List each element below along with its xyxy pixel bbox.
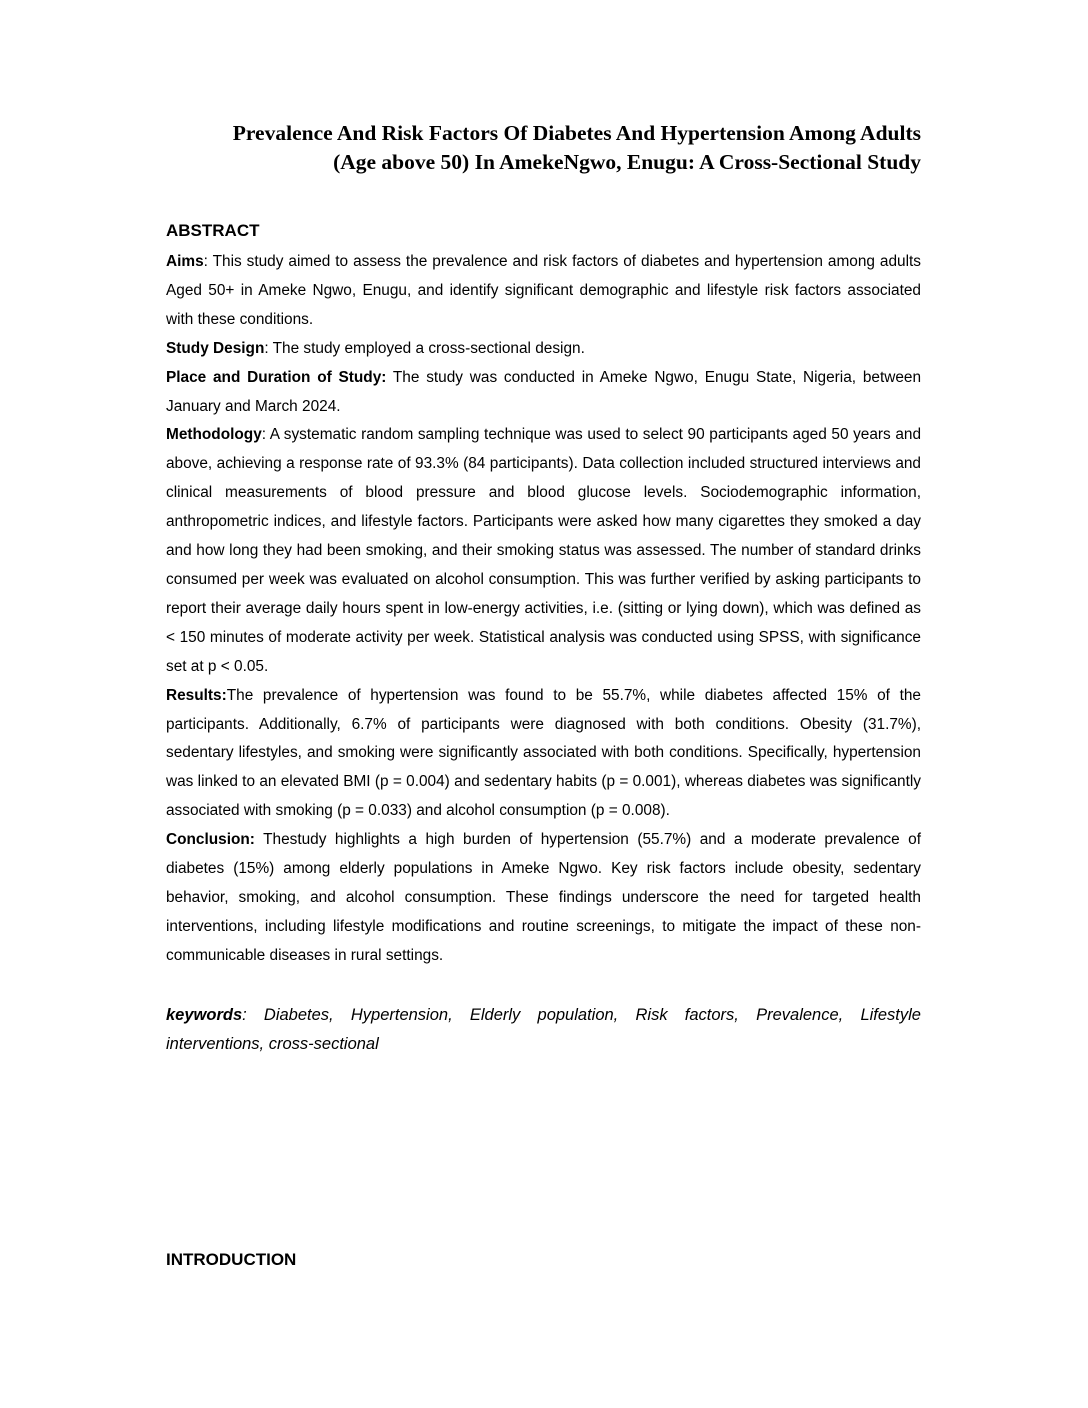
paper-title [150, 119, 921, 177]
abstract-methodology: Methodology: A systematic random sampling technique was used to select 90 participants aged 50 years and above, achieving a response rate of 93.3% (84 participants). Data collection included structured interviews and clinical measurements of blood pressure and blood glucose levels. Sociodemographic information, anthropometric indices, and lifestyle factors. Participants were asked how many cigarettes they smoked a day and how long they had been smoking, and their smoking status was assessed. The number of standard drinks consumed per week was evaluated on alcohol consumption. This was further verified by asking participants to report their average daily hours spent in low-energy activities, i.e. (sitting or lying down), which was defined as < 150 minutes of moderate activity per week. Statistical analysis was conducted using SPSS, with significance set at p < 0.05. [166, 426, 922, 675]
abstract-conclusion: Conclusion: Thestudy highlights a high burden of hypertension (55.7%) and a moderate prevalence of diabetes (15%) among elderly populations in Ameke Ngwo. Key risk factors include obesity, sedentary behavior, smoking, and alcohol consumption. These findings underscore the need for targeted health interventions, including lifestyle modifications and routine screenings, to mitigate the impact of these non-communicable diseases in rural settings. [166, 831, 921, 964]
abstract-place-duration: Place and Duration of Study: The study was conducted in Ameke Ngwo, Enugu State, Nigeria, between January and March 2024. [166, 368, 922, 415]
keywords-text: : Diabetes, Hypertension, Elderly population, Risk factors, Prevalence, Lifestyle interventions, cross-sectional [166, 1006, 921, 1053]
introduction-heading: INTRODUCTION [166, 1250, 297, 1269]
title-line-1: Prevalence And Risk Factors Of Diabetes And Hypertension Among Adults [232, 121, 921, 145]
abstract-study-design: Study Design: The study employed a cross-sectional design. [166, 339, 585, 357]
keywords-label: keywords [166, 1006, 243, 1024]
abstract-body [166, 248, 921, 971]
abstract-results: Results:The prevalence of hypertension was found to be 55.7%, while diabetes affected 15% of the participants. Additionally, 6.7% of participants were diagnosed with both conditions. Obesity (31.7%), sedentary lifestyles, and smoking were significantly associated with both conditions. Specifically, hypertension was linked to an elevated BMI (p = 0.004) and sedentary habits (p = 0.001), whereas diabetes was significantly associated with smoking (p = 0.033) and alcohol consumption (p = 0.008). [166, 686, 921, 820]
keywords [166, 1001, 921, 1059]
title-line-2: (Age above 50) In AmekeNgwo, Enugu: A Cross-Sectional Study [333, 150, 921, 174]
abstract-heading: ABSTRACT [166, 221, 260, 240]
abstract-aims: Aims: This study aimed to assess the prevalence and risk factors of diabetes and hypertension among adults Aged 50+ in Ameke Ngwo, Enugu, and identify significant demographic and lifestyle risk factors associated with these conditions. [166, 253, 921, 328]
